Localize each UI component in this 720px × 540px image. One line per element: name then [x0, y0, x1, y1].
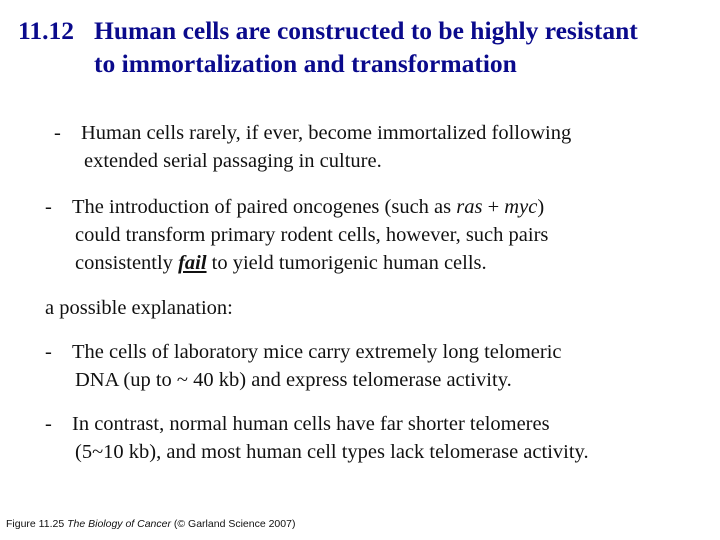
caption-book-title: The Biology of Cancer	[67, 518, 171, 530]
title-line-2: to immortalization and transformation	[94, 49, 517, 78]
caption-prefix: Figure 11.25	[6, 518, 68, 530]
emphasis-fail: fail	[178, 252, 207, 274]
bullet-dash: -	[45, 413, 52, 435]
bullet-line: could transform primary rodent cells, however, such pairs	[75, 224, 549, 246]
bullet-text: consistently	[75, 252, 179, 274]
bullet-line: The cells of laboratory mice carry extremely long telomeric	[72, 341, 562, 363]
bullet-line: Human cells rarely, if ever, become immortalized following	[81, 122, 572, 144]
bullet-line: In contrast, normal human cells have far shorter telomeres	[72, 413, 550, 435]
bullet-line: The introduction of paired oncogenes (such as	[72, 196, 457, 218]
bullet-line: extended serial passaging in culture.	[84, 150, 382, 172]
title-line-1: Human cells are constructed to be highly resistant	[94, 16, 638, 45]
gene-myc: myc	[504, 196, 538, 218]
bullet-line: (5~10 kb), and most human cell types lack telomerase activity.	[75, 441, 589, 463]
bullet-text: to yield tumorigenic human cells.	[206, 252, 487, 274]
close-paren: )	[537, 196, 545, 218]
bullet-dash: -	[54, 122, 61, 144]
section-number: 11.12	[18, 16, 74, 45]
figure-caption	[6, 518, 295, 530]
bullet-line-3	[45, 249, 705, 277]
caption-suffix: (© Garland Science 2007)	[170, 518, 296, 530]
bullet-mouse-telomeres	[45, 338, 705, 394]
gene-ras: ras	[456, 196, 483, 218]
bullet-dash: -	[45, 196, 52, 218]
explanation-label: a possible explanation:	[45, 297, 233, 319]
bullet-oncogenes	[45, 193, 705, 277]
plus-sign: +	[482, 196, 505, 218]
slide-title	[18, 14, 708, 80]
bullet-immortalization	[54, 119, 714, 175]
bullet-human-telomeres	[45, 410, 705, 466]
bullet-line: DNA (up to ~ 40 kb) and express telomerase activity.	[75, 369, 512, 391]
bullet-dash: -	[45, 341, 52, 363]
